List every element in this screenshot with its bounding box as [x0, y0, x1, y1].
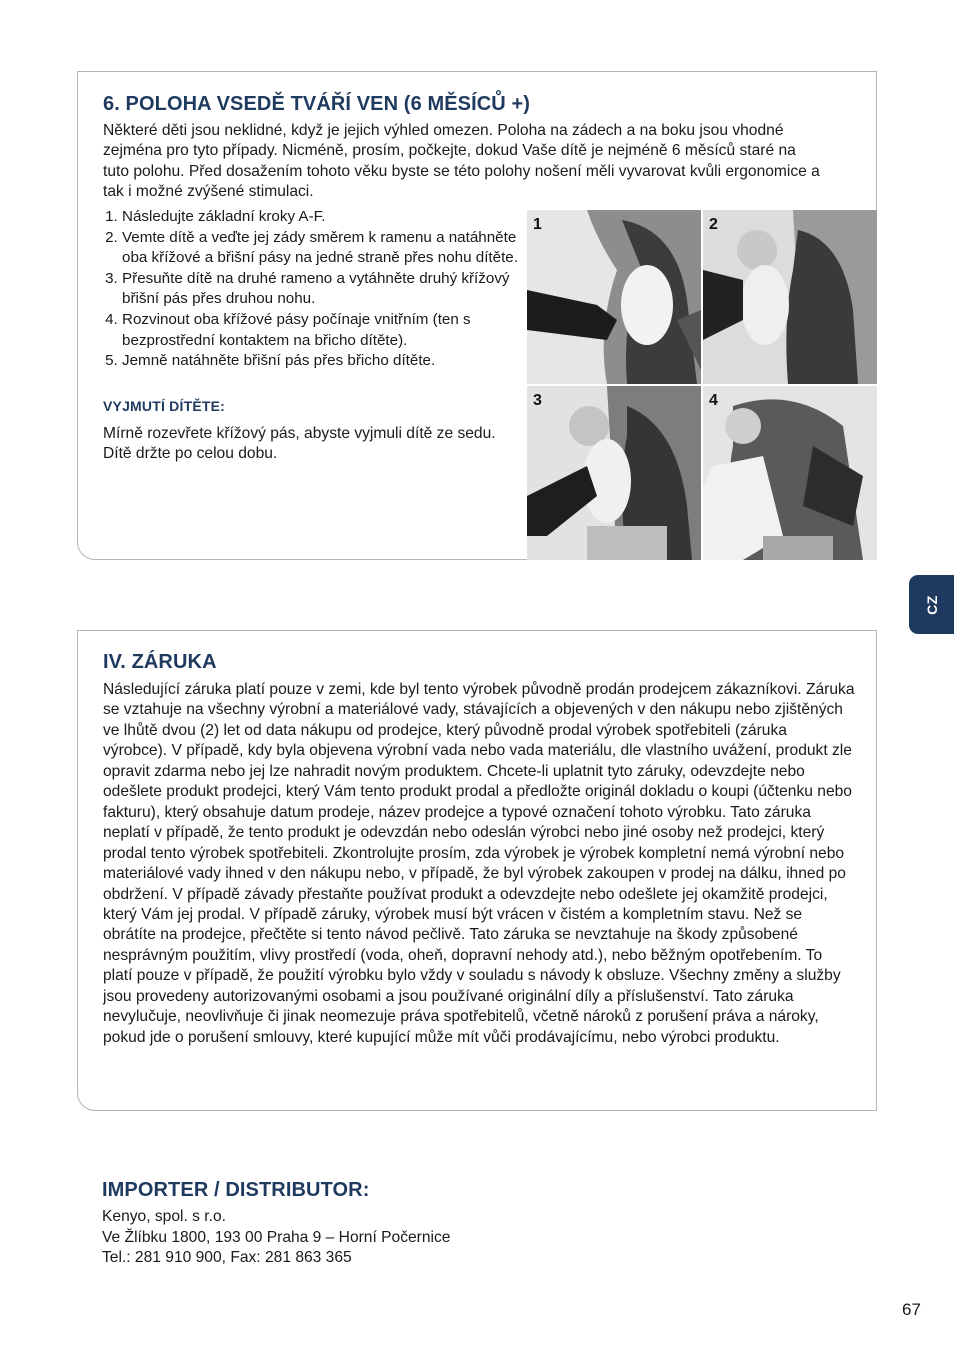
language-tab-label: CZ: [923, 594, 940, 615]
section-title: IV. ZÁRUKA: [103, 651, 217, 673]
importer-company: Kenyo, spol. s r.o.: [102, 1208, 226, 1225]
carrying-position-section: [77, 71, 877, 560]
photo-number: 1: [533, 216, 542, 233]
importer-contact: Tel.: 281 910 900, Fax: 281 863 365: [102, 1249, 352, 1266]
importer-title: IMPORTER / DISTRIBUTOR:: [102, 1179, 370, 1201]
removal-heading: VYJMUTÍ DÍTĚTE:: [103, 398, 226, 414]
list-item: 3. Přesuňte dítě na druhé rameno a vytáhněte druhý křížový břišní pás přes druhou nohu.: [122, 269, 522, 310]
list-item: 5. Jemně natáhněte břišní pás přes břicho dítěte.: [122, 351, 522, 372]
photo-illustration: [703, 386, 877, 560]
steps-list: [103, 207, 522, 372]
language-tab: [909, 575, 954, 634]
photo-number: 2: [709, 216, 718, 233]
importer-address: Ve Žlíbku 1800, 193 00 Praha 9 – Horní Počernice: [102, 1229, 451, 1246]
removal-text: Mírně rozevřete křížový pás, abyste vyjmuli dítě ze sedu. Dítě držte po celou dobu.: [103, 425, 496, 463]
instruction-photo-3: [527, 386, 701, 560]
instruction-photo-2: [703, 210, 877, 384]
list-item: 2. Vemte dítě a veďte jej zády směrem k ramenu a natáhněte oba křížové a břišní pásy na jedné straně přes nohu dítěte.: [122, 228, 522, 269]
photo-illustration: [527, 386, 701, 560]
list-item: 1. Následujte základní kroky A-F.: [122, 207, 522, 228]
photo-illustration: [527, 210, 701, 384]
section-intro: Některé děti jsou neklidné, když je jejich výhled omezen. Poloha na zádech a na boku jsou vhodné zejména pro tyto případy. Nicméně, prosím, počkejte, dokud Vaše dítě je nejméně 6 měsíců staré na tuto polohu. Před dosažením tohoto věku byste se této polohy nošení měli vyvarovat kvůli ergonomice a tak i možné zvýšené stimulaci.: [103, 122, 820, 201]
photo-illustration: [703, 210, 877, 384]
instruction-photo-4: [703, 386, 877, 560]
warranty-text: Následující záruka platí pouze v zemi, kde byl tento výrobek původně prodán prodejcem zákazníkovi. Záruka se vztahuje na všechny výrobní a materiálové vady, stávajících a objevených v den nákupu nebo zjištěných ve lhůtě dvou (2) let od data nákupu od prodejce, který původně prodal výrobek spotřebiteli (záruka výrobce). V případě, kdy byla objevena výrobní vada nebo vada materiálu, dle vlastního uvážení, produkt zle opravit zdarma nebo jej lze nahradit novým produktem. Chcete-li uplatnit tyto záruky, odevzdejte nebo odešlete produkt prodejci, který Vám tento produkt prodal a předložte originál dokladu o koupi (účtenku nebo fakturu), který obsahuje datum prodeje, název prodejce a typové označení tohoto výrobku. Tato záruka neplatí v případě, že tento produkt je odevzdán nebo odeslán výrobci nebo jiné osoby než prodejci, který prodal tento výrobek spotřebiteli. Zkontrolujte prosím, zda výrobek je výrobek kompletní nemá výrobní nebo materiálové vady ihned v den nákupu nebo, v případě, že byl výrobek zakoupen v prodej na dálku, ihned po obdržení. V případě závady přestaňte používat produkt a odevzdejte nebo odešlete jej okamžitě prodejci, který Vám jej prodal. V případě záruky, výrobek musí být vrácen v čistém a kompletním stavu. Než se obrátíte na prodejce, přečtěte si tento návod pečlivě. Tato záruka se nevztahuje na škody způsobené nesprávným použitím, vlivy prostředí (voda, oheň, dopravní nehody atd.), nebo běžným opotřebením. To platí pouze v případě, že použití výrobku bylo vždy v souladu s návody k obsluze. Všechny změny a služby jsou provedeny autorizovanými osobami a jsou používané originální díly a příslušenství. Tato záruka nevylučuje, neovlivňuje či jinak neomezuje práva spotřebitelů, včetně nároků z porušení práva a nároky, pokud jde o porušení smlouvy, které kupující může mít vůči prodávajícímu, nebo výrobci produktu.: [103, 681, 855, 1046]
warranty-section: [77, 630, 877, 1111]
photo-number: 4: [709, 392, 718, 409]
list-item: 4. Rozvinout oba křížové pásy počínaje vnitřním (ten s bezprostřední kontaktem na břicho dítěte).: [122, 310, 522, 351]
page-number: 67: [902, 1300, 921, 1319]
instruction-photo-grid: [527, 210, 877, 560]
section-title: 6. POLOHA VSEDĚ TVÁŘÍ VEN (6 MĚSÍCŮ +): [103, 93, 531, 115]
photo-number: 3: [533, 392, 542, 409]
instruction-photo-1: [527, 210, 701, 384]
